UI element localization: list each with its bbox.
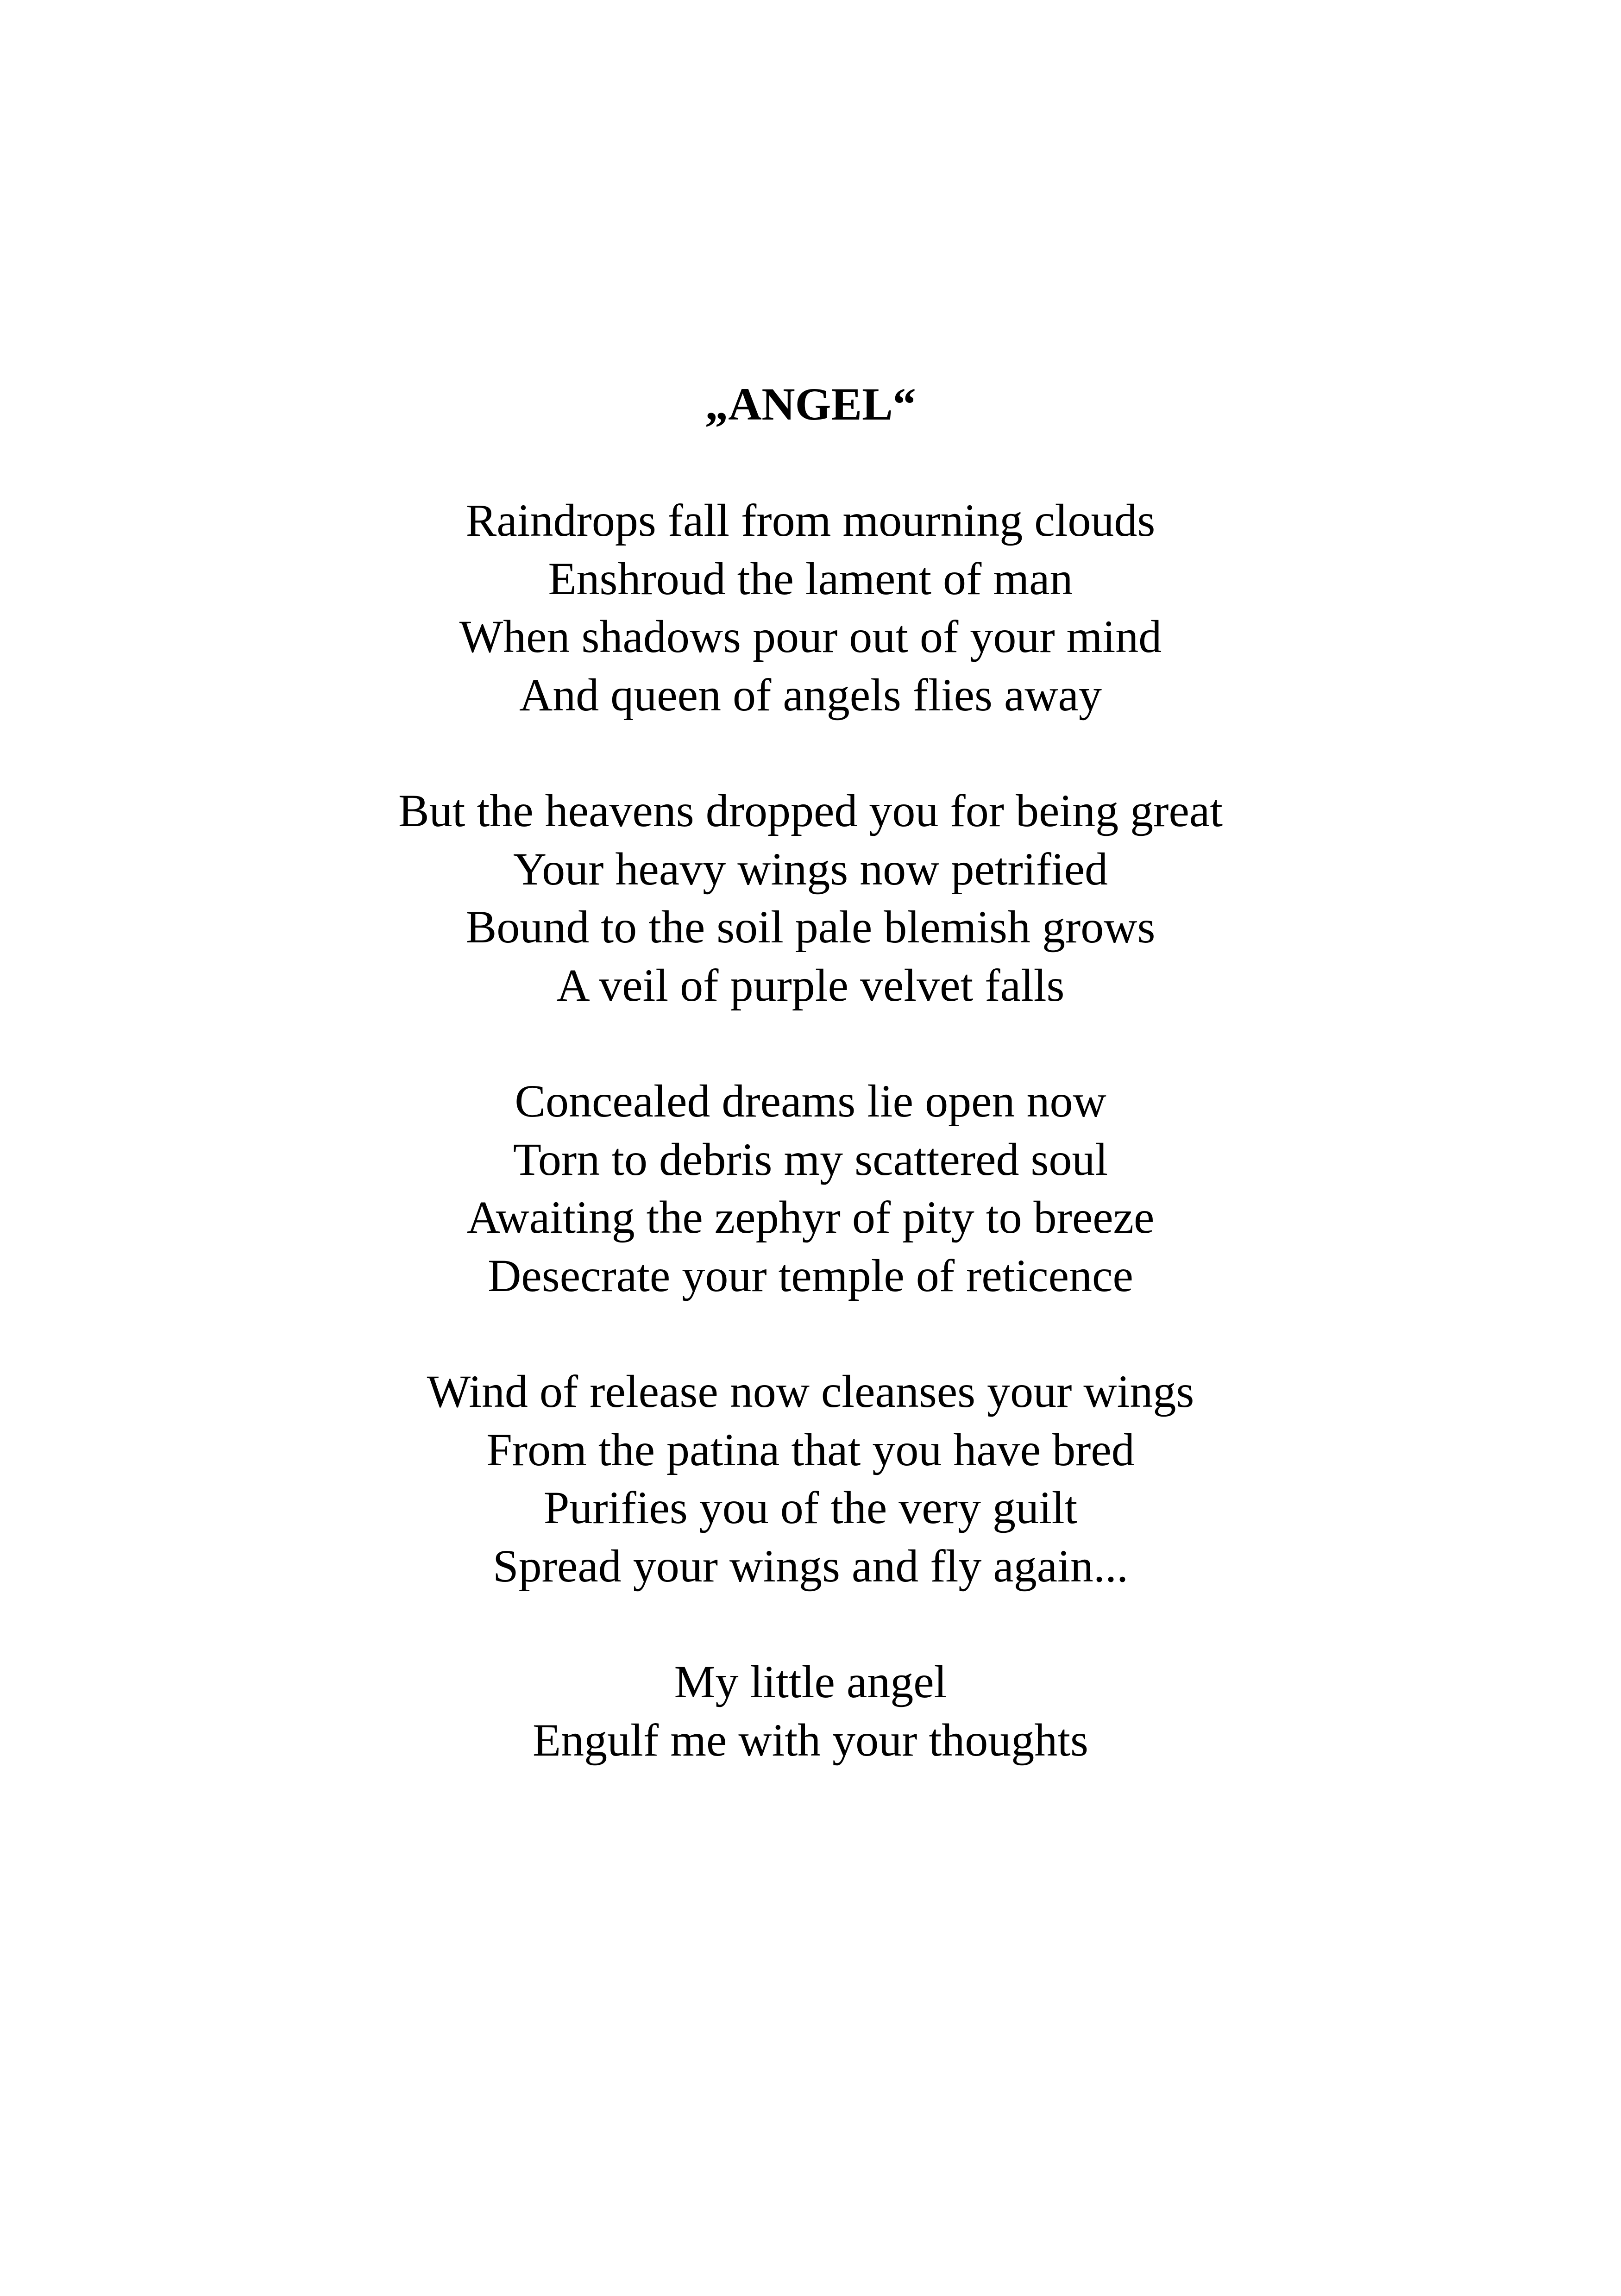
- poem-line: My little angel: [674, 1656, 947, 1707]
- poem-line: And queen of angels flies away: [519, 669, 1102, 721]
- poem-line: Purifies you of the very guilt: [543, 1482, 1078, 1533]
- poem-title: „ANGEL“: [705, 378, 916, 430]
- poem-line: Raindrops fall from mourning clouds: [465, 495, 1156, 546]
- poem-line: Concealed dreams lie open now: [515, 1075, 1106, 1127]
- poem-line: From the patina that you have bred: [486, 1424, 1135, 1475]
- poem-line: Wind of release now cleanses your wings: [427, 1366, 1194, 1417]
- poem-line: But the heavens dropped you for being great: [398, 785, 1223, 836]
- poem-line: Enshroud the lament of man: [548, 552, 1073, 604]
- poem-line: A veil of purple velvet falls: [556, 959, 1065, 1011]
- stanza-5: [0, 1653, 1621, 1769]
- stanza-2: [0, 782, 1621, 1014]
- poem-line: Awaiting the zephyr of pity to breeze: [466, 1192, 1155, 1243]
- poem-line: Desecrate your temple of reticence: [488, 1249, 1133, 1301]
- stanza-4: [0, 1362, 1621, 1595]
- poem-line: Torn to debris my scattered soul: [513, 1133, 1108, 1185]
- poem-line: Spread your wings and fly again...: [493, 1540, 1128, 1592]
- stanza-3: [0, 1072, 1621, 1305]
- poem-line: Bound to the soil pale blemish grows: [465, 901, 1156, 953]
- poem: [0, 375, 1621, 1827]
- poem-line: Engulf me with your thoughts: [533, 1714, 1088, 1766]
- stanza-1: [0, 491, 1621, 724]
- poem-line: When shadows pour out of your mind: [459, 611, 1162, 662]
- poem-line: Your heavy wings now petrified: [513, 843, 1108, 895]
